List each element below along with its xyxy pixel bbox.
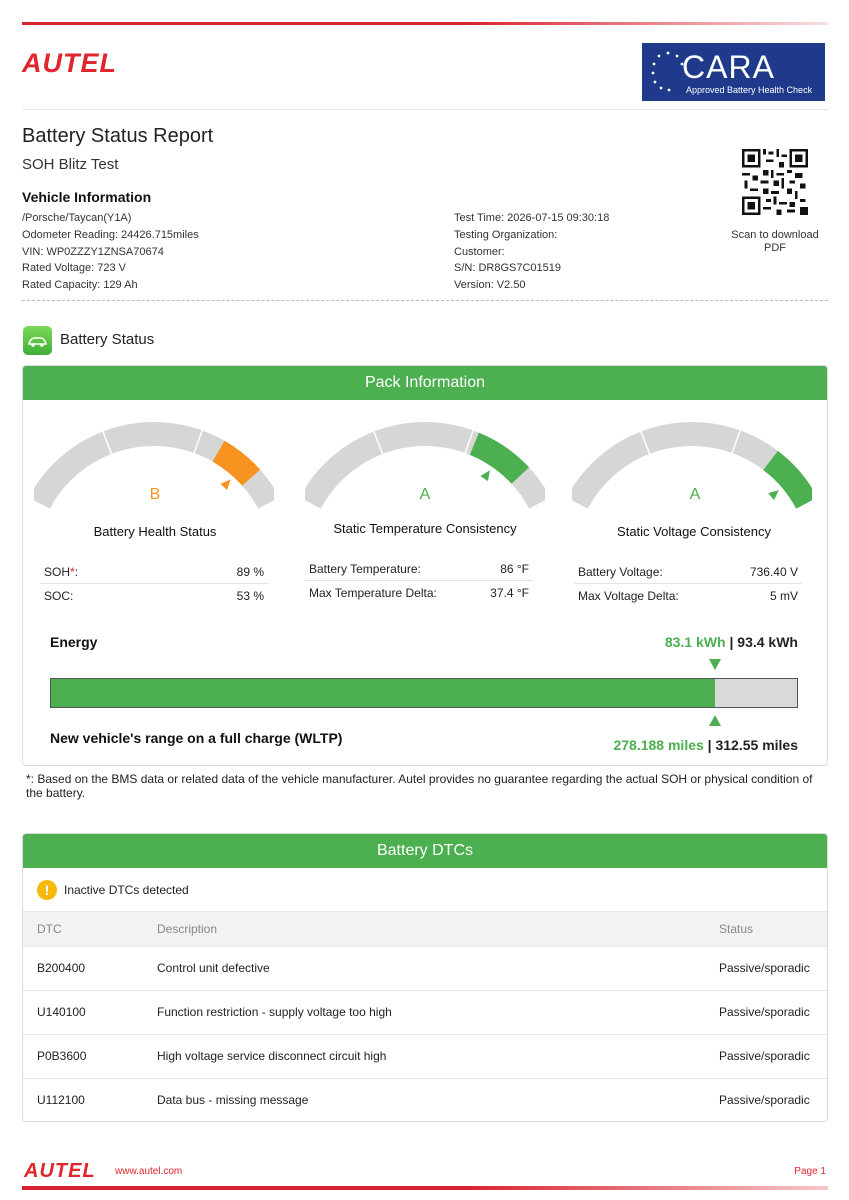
voltage-values <box>574 560 802 608</box>
battery-health-values <box>40 560 268 608</box>
soh-value: 89 % <box>236 565 264 579</box>
max-voltage-delta-value: 5 mV <box>769 589 798 603</box>
website-link[interactable]: www.autel.com <box>115 1166 183 1177</box>
energy-bar <box>50 678 798 708</box>
warning-icon: ! <box>37 880 57 900</box>
dtc-table-header <box>23 912 827 946</box>
max-voltage-delta-label: Max Voltage Delta: <box>578 589 679 603</box>
battery-dtcs-title: Battery DTCs <box>23 834 827 868</box>
battery-car-icon <box>23 326 52 355</box>
dtc-code: P0B3600 <box>23 1034 157 1078</box>
max-voltage-delta-row <box>574 584 802 608</box>
header-divider <box>22 109 828 110</box>
bottom-rule <box>22 1186 828 1190</box>
report-subtitle: SOH Blitz Test <box>22 156 119 173</box>
cara-title: CARA <box>682 49 775 85</box>
cara-badge <box>642 43 825 101</box>
battery-temperature-row <box>305 557 533 581</box>
battery-status-label: Battery Status <box>60 331 155 348</box>
table-row <box>23 946 827 990</box>
range-current: 278.188 miles <box>613 737 704 753</box>
battery-voltage-value: 736.40 V <box>749 565 798 579</box>
energy-current: 83.1 kWh <box>664 634 726 650</box>
energy-label: Energy <box>50 634 98 650</box>
rated-capacity: Rated Capacity: 129 Ah <box>22 279 138 292</box>
footnote: *: Based on the BMS data or related data of the vehicle manufacturer. Autel provides no guarantee regarding the actual SOH or physical condition of the battery. <box>26 772 813 800</box>
dtc-table <box>23 912 827 1122</box>
voltage-consistency-gauge <box>572 414 812 534</box>
energy-value: 83.1 kWh | 93.4 kWh <box>664 634 798 650</box>
dtc-description: Control unit defective <box>157 946 719 990</box>
table-row <box>23 1078 827 1122</box>
dtc-description: Data bus - missing message <box>157 1093 309 1108</box>
serial-number: S/N: DR8GS7C01519 <box>454 262 561 275</box>
soh-label: SOH*: <box>44 565 79 579</box>
soc-value: 53 % <box>236 589 264 603</box>
soc-row <box>40 584 268 608</box>
top-rule <box>22 22 828 25</box>
range-label: New vehicle's range on a full charge (WLTP) <box>50 730 343 746</box>
dtc-code: U140100 <box>23 990 157 1034</box>
dtc-alert-text: Inactive DTCs detected <box>64 882 189 897</box>
range-value: 278.188 miles | 312.55 miles <box>613 737 798 753</box>
gauge-pointer-icon <box>768 490 779 500</box>
vehicle-info-right <box>454 210 609 294</box>
vehicle-info-left <box>22 210 199 294</box>
vehicle-info-heading: Vehicle Information <box>22 189 152 205</box>
autel-logo: AUTEL <box>22 48 117 78</box>
voltage-consistency-grade: A <box>689 486 701 503</box>
range-total: 312.55 miles <box>715 737 798 753</box>
dtc-status: Passive/sporadic <box>719 1093 810 1108</box>
battery-health-grade: B <box>149 486 161 503</box>
qr-caption-line-1: Scan to download <box>731 229 819 241</box>
temperature-consistency-grade: A <box>419 486 431 503</box>
battery-dtcs-card <box>22 833 828 1122</box>
battery-voltage-label: Battery Voltage: <box>578 565 663 579</box>
temperature-values <box>305 557 533 605</box>
dtc-code: U112100 <box>37 1093 85 1108</box>
voltage-consistency-title: Static Voltage Consistency <box>617 524 771 539</box>
temperature-consistency-gauge <box>305 414 545 534</box>
energy-total: 93.4 kWh <box>737 634 798 650</box>
gauge-pointer-icon <box>480 470 489 481</box>
table-row <box>23 990 827 1034</box>
qr-caption-line-2: PDF <box>764 242 786 254</box>
dtc-description: High voltage service disconnect circuit high <box>157 1034 719 1078</box>
testing-organization: Testing Organization: <box>454 228 558 241</box>
qr-caption <box>718 229 832 255</box>
status-column-header: Status <box>719 912 827 946</box>
dtc-alert <box>23 868 827 912</box>
energy-marker-icon <box>709 659 721 670</box>
rated-voltage: Rated Voltage: 723 V <box>22 262 126 275</box>
dtc-status: Passive/sporadic <box>719 946 827 990</box>
vehicle-model: /Porsche/Taycan(Y1A) <box>22 212 132 224</box>
battery-temperature-value: 86 °F <box>500 562 529 576</box>
table-row <box>23 1034 827 1078</box>
odometer-reading: Odometer Reading: 24426.715miles <box>22 228 199 241</box>
dtc-status: Passive/sporadic <box>719 990 827 1034</box>
report-title: Battery Status Report <box>22 125 214 147</box>
battery-voltage-row <box>574 560 802 584</box>
battery-health-title: Battery Health Status <box>93 524 217 539</box>
footer-autel-logo: AUTEL <box>24 1160 96 1182</box>
customer: Customer: <box>454 245 505 258</box>
page-number: Page 1 <box>794 1166 826 1177</box>
description-column-header: Description <box>157 912 719 946</box>
gauge-pointer-icon <box>220 479 230 490</box>
max-temperature-delta-value: 37.4 °F <box>490 586 529 600</box>
soh-row <box>40 560 268 584</box>
pack-information-title: Pack Information <box>23 366 827 400</box>
dtc-status: Passive/sporadic <box>719 1034 827 1078</box>
temperature-consistency-title: Static Temperature Consistency <box>333 521 517 536</box>
max-temperature-delta-label: Max Temperature Delta: <box>309 586 437 600</box>
battery-health-gauge <box>34 414 274 534</box>
dtc-description: Function restriction - supply voltage too high <box>157 990 719 1034</box>
dtc-column-header: DTC <box>23 912 157 946</box>
dtc-code: B200400 <box>23 946 157 990</box>
cara-subtitle: Approved Battery Health Check <box>686 85 813 95</box>
soc-label: SOC: <box>44 589 74 603</box>
qr-code-icon[interactable] <box>742 149 808 215</box>
max-temperature-delta-row <box>305 581 533 605</box>
vin: VIN: WP0ZZZY1ZNSA70674 <box>22 245 164 258</box>
energy-bar-fill <box>51 679 715 707</box>
battery-temperature-label: Battery Temperature: <box>309 562 421 576</box>
section-divider <box>22 300 828 301</box>
range-marker-icon <box>709 715 721 726</box>
test-time: Test Time: 2026-07-15 09:30:18 <box>454 212 610 224</box>
version: Version: V2.50 <box>454 279 526 292</box>
